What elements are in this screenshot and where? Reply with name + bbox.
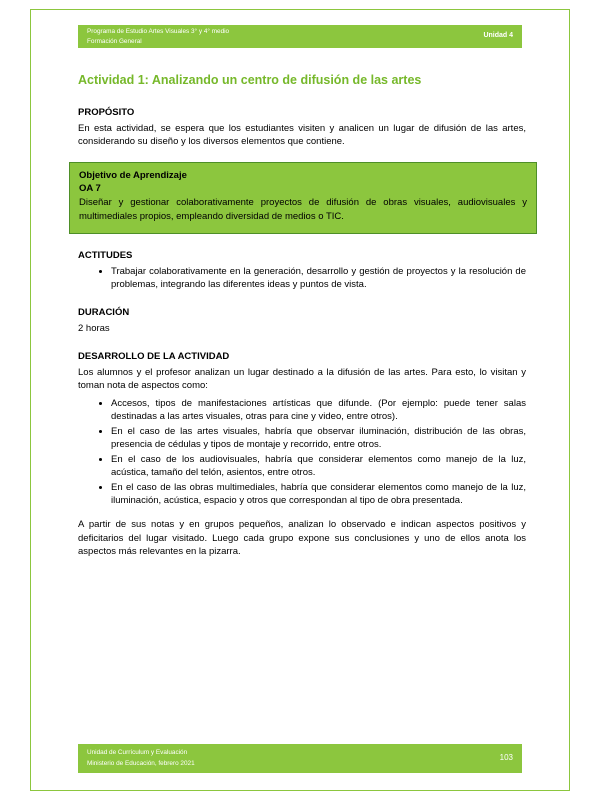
header-program-subtitle: Formación General (87, 37, 142, 45)
duracion-heading: DURACIÓN (78, 306, 130, 318)
duracion-value: 2 horas (78, 323, 110, 335)
page-header (78, 25, 522, 48)
oa-description: Diseñar y gestionar colaborativamente proyectos de difusión de obras visuales, audiovisuales y multimediales propios, empleando diversidad de medios o TIC. (79, 197, 527, 222)
list-item: • En el caso de los audiovisuales, habría que considerar elementos como manejo de la luz, acústica, tamaño del telón, asientos, entre otros. (111, 453, 526, 479)
proposito-body: En esta actividad, se espera que los estudiantes visiten y analicen un lugar de difusión de las artes, considerando su diseño y los diversos elementos que contiene. (78, 123, 526, 148)
footer-org-line1: Unidad de Currículum y Evaluación (87, 749, 188, 757)
actitudes-heading: ACTITUDES (78, 249, 133, 261)
proposito-heading: PROPÓSITO (78, 107, 135, 119)
objetivo-aprendizaje-box (69, 162, 537, 234)
list-item: • En el caso de las artes visuales, habría que observar iluminación, distribución de las obras, presencia de cédulas y tipos de montaje y recorrido, entre otros. (111, 425, 526, 451)
oa-code: OA 7 (79, 183, 101, 195)
activity-page-content (78, 60, 526, 562)
page-number: 103 (499, 753, 513, 763)
desarrollo-list (78, 397, 526, 508)
desarrollo-intro: Los alumnos y el profesor analizan un lugar destinado a la difusión de las artes. Para esto, lo visitan y toman nota de aspectos como: (78, 367, 526, 392)
header-program-title: Programa de Estudio Artes Visuales 3° y 4° medio (87, 27, 230, 35)
list-item: • Accesos, tipos de manifestaciones artísticas que difunde. (Por ejemplo: puede tener salas destinadas a las artes visuales, otras para cine y video, entre otros). (111, 397, 526, 423)
header-unit-label: Unidad 4 (483, 32, 513, 40)
oa-box-heading: Objetivo de Aprendizaje (79, 169, 187, 181)
desarrollo-closing: A partir de sus notas y en grupos pequeños, analizan lo observado e indican aspectos positivos y deficitarios del lugar visitado. Luego cada grupo expone sus conclusiones y uno de ellos anota los aspectos más relevantes en la pizarra. (78, 519, 526, 557)
header-program-info (87, 27, 229, 47)
actitudes-list (78, 265, 526, 291)
list-item: • En el caso de las obras multimediales, habría que considerar elementos como manejo de la luz, iluminación, acústica, espacio y otros que correspondan al tipo de obra presentada. (111, 481, 526, 507)
footer-org-line2: Ministerio de Educación, febrero 2021 (87, 759, 195, 767)
list-item: • Trabajar colaborativamente en la generación, desarrollo y gestión de proyectos y la resolución de problemas, integrando las diferentes ideas y puntos de vista. (111, 265, 526, 291)
footer-org-info (87, 748, 195, 769)
page-footer (78, 744, 522, 773)
activity-title: Actividad 1: Analizando un centro de difusión de las artes (78, 73, 422, 87)
desarrollo-heading: DESARROLLO DE LA ACTIVIDAD (78, 351, 230, 363)
